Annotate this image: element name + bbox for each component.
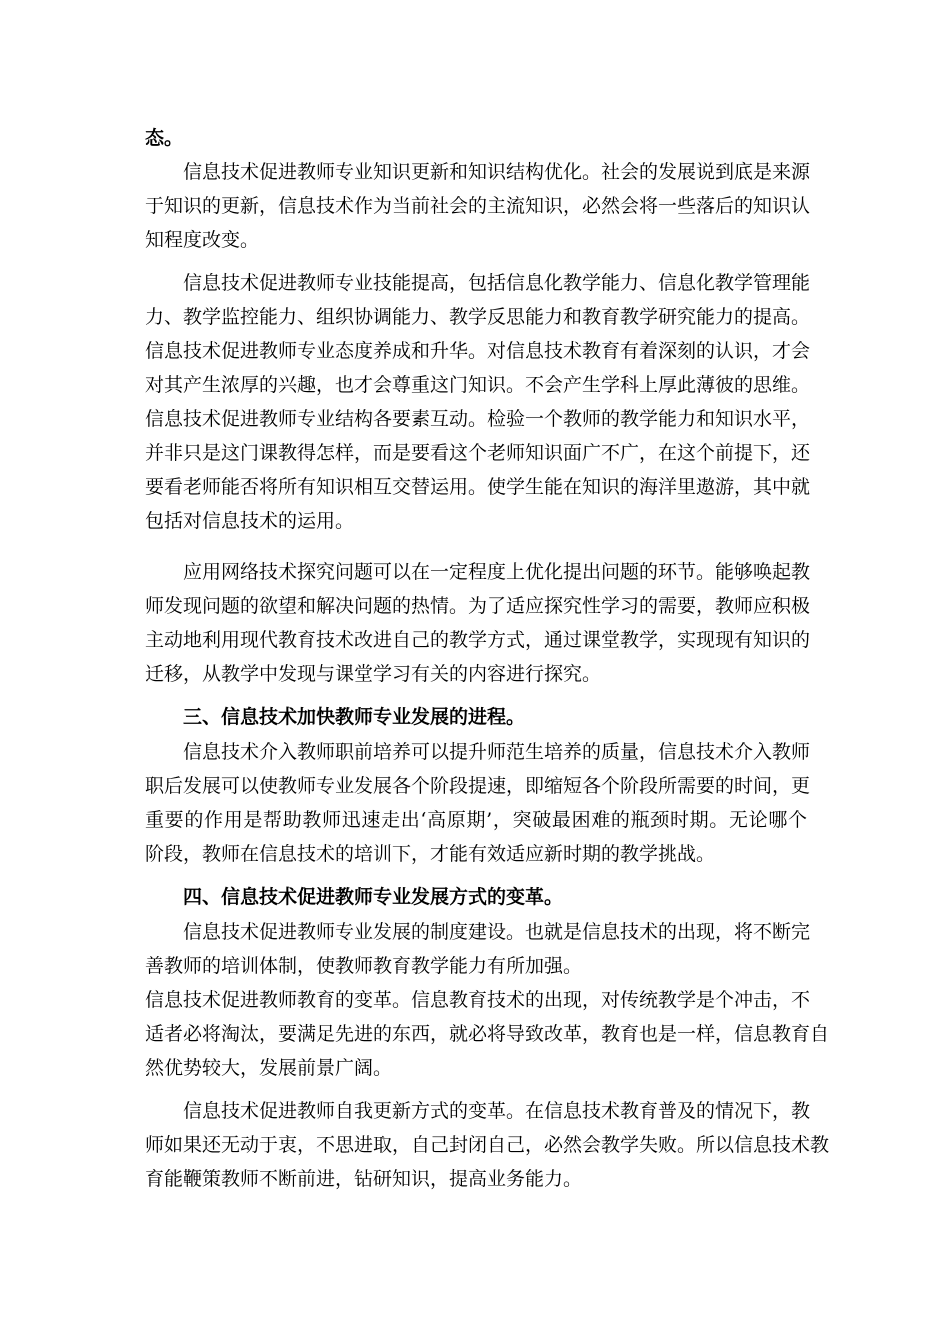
text-line: 信息技术促进教师教育的变革。信息教育技术的出现，对传统教学是个冲击，不 — [145, 989, 811, 1011]
text-line: 信息技术促进教师专业态度养成和升华。对信息技术教育有着深刻的认识，才会 — [145, 340, 811, 362]
paragraph-start-line: 信息技术介入教师职前培养可以提升师范生培养的质量，信息技术介入教师 — [183, 741, 811, 763]
text-line: 态。 — [145, 127, 184, 149]
text-line: 并非只是这门课教得怎样，而是要看这个老师知识面广不广，在这个前提下，还 — [145, 442, 811, 464]
text-line: 师发现问题的欲望和解决问题的热情。为了适应探究性学习的需要，教师应积极 — [145, 595, 811, 617]
text-line: 善教师的培训体制，使教师教育教学能力有所加强。 — [145, 955, 583, 977]
text-line: 育能鞭策教师不断前进，钻研知识，提高业务能力。 — [145, 1168, 583, 1190]
text-line: 信息技术促进教师专业结构各要素互动。检验一个教师的教学能力和知识水平， — [145, 408, 811, 430]
text-line: 重要的作用是帮助教师迅速走出‘高原期’，突破最困难的瓶颈时期。无论哪个 — [145, 809, 807, 831]
text-line: 力、教学监控能力、组织协调能力、教学反思能力和教育教学研究能力的提高。 — [145, 306, 811, 328]
paragraph-start-line: 信息技术促进教师专业技能提高，包括信息化教学能力、信息化教学管理能 — [183, 272, 811, 294]
section-heading-4: 四、信息技术促进教师专业发展方式的变革。 — [183, 886, 564, 908]
paragraph-start-line: 信息技术促进教师自我更新方式的变革。在信息技术教育普及的情况下，教 — [183, 1100, 811, 1122]
text-line: 阶段，教师在信息技术的培训下，才能有效适应新时期的教学挑战。 — [145, 843, 716, 865]
text-line: 师如果还无动于衷，不思进取，自己封闭自己，必然会教学失败。所以信息技术教 — [145, 1134, 830, 1156]
text-line: 要看老师能否将所有知识相互交替运用。使学生能在知识的海洋里遨游，其中就 — [145, 476, 811, 498]
text-line: 对其产生浓厚的兴趣，也才会尊重这门知识。不会产生学科上厚此薄彼的思维。 — [145, 374, 811, 396]
paragraph-start-line: 信息技术促进教师专业发展的制度建设。也就是信息技术的出现，将不断完 — [183, 921, 811, 943]
section-heading-3: 三、信息技术加快教师专业发展的进程。 — [183, 706, 526, 728]
text-line: 然优势较大，发展前景广阔。 — [145, 1057, 393, 1079]
text-line: 适者必将淘汰，要满足先进的东西，就必将导致改革，教育也是一样，信息教育自 — [145, 1023, 830, 1045]
paragraph-start-line: 信息技术促进教师专业知识更新和知识结构优化。社会的发展说到底是来源 — [183, 161, 811, 183]
text-line: 职后发展可以使教师专业发展各个阶段提速，即缩短各个阶段所需要的时间，更 — [145, 775, 811, 797]
text-line: 包括对信息技术的运用。 — [145, 510, 355, 532]
text-line: 知程度改变。 — [145, 229, 260, 251]
text-line: 于知识的更新，信息技术作为当前社会的主流知识，必然会将一些落后的知识认 — [145, 195, 811, 217]
text-line: 主动地利用现代教育技术改进自己的教学方式，通过课堂教学，实现现有知识的 — [145, 629, 811, 651]
text-line: 迁移，从教学中发现与课堂学习有关的内容进行探究。 — [145, 663, 602, 685]
paragraph-start-line: 应用网络技术探究问题可以在一定程度上优化提出问题的环节。能够唤起教 — [183, 561, 811, 583]
